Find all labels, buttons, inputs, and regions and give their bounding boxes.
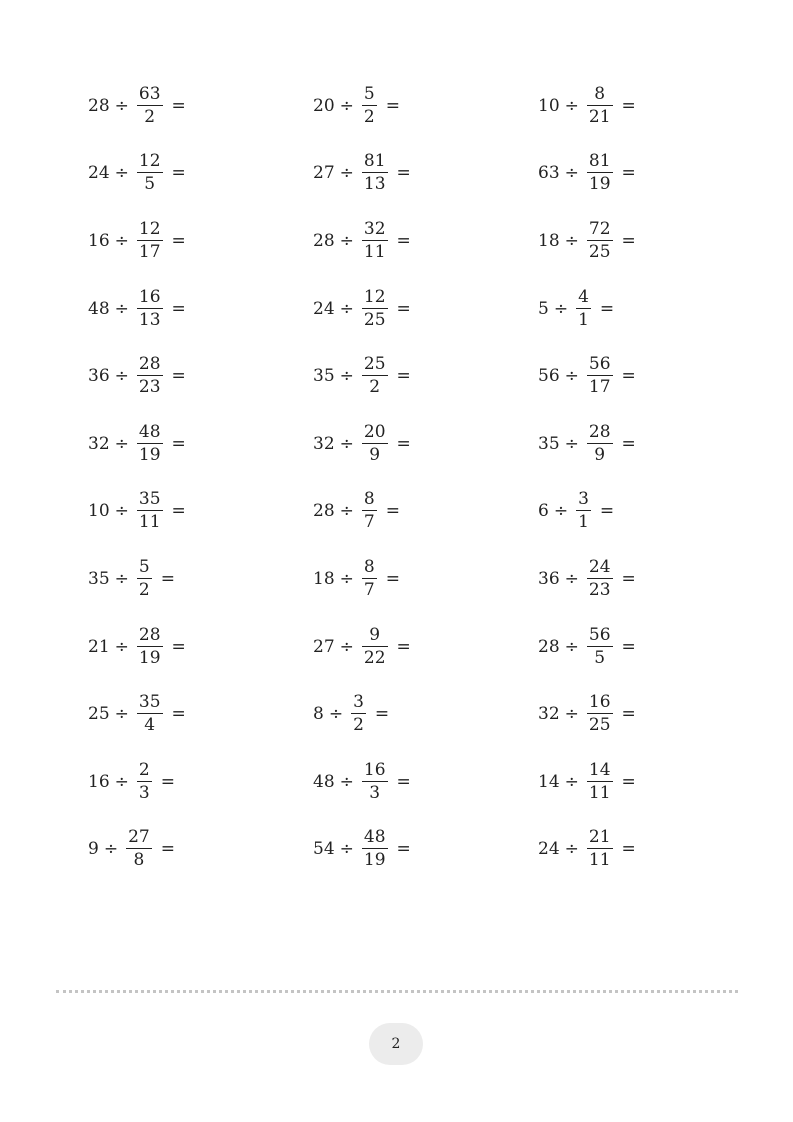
problem-item xyxy=(538,356,648,396)
divide-sign: ÷ xyxy=(114,636,129,657)
equals-sign: = xyxy=(171,704,186,725)
divide-sign: ÷ xyxy=(114,95,129,116)
numerator: 28 xyxy=(138,624,161,645)
problem-item xyxy=(538,218,648,262)
dividend: 63 xyxy=(538,163,560,184)
equals-sign: = xyxy=(396,298,411,319)
dividend: 16 xyxy=(88,771,110,792)
numerator: 21 xyxy=(588,827,611,848)
dividend: 28 xyxy=(313,230,335,251)
numerator: 8 xyxy=(363,489,375,510)
divide-sign: ÷ xyxy=(564,230,579,251)
divide-sign: ÷ xyxy=(339,298,354,319)
numerator: 27 xyxy=(128,827,150,848)
numerator: 81 xyxy=(588,151,611,172)
denominator: 2 xyxy=(363,106,375,127)
divisor-fraction xyxy=(137,491,163,531)
divisor-fraction xyxy=(362,421,388,465)
numerator: 81 xyxy=(363,151,386,172)
divide-sign: ÷ xyxy=(114,704,129,725)
denominator: 4 xyxy=(144,715,156,736)
dividend: 9 xyxy=(88,839,99,860)
problem-item xyxy=(538,153,648,193)
dividend: 18 xyxy=(538,230,560,251)
numerator: 56 xyxy=(588,624,611,645)
dividend: 54 xyxy=(313,839,335,860)
dividend: 27 xyxy=(313,163,335,184)
denominator: 19 xyxy=(363,850,386,871)
numerator: 8 xyxy=(594,83,606,104)
divisor-fraction xyxy=(137,759,152,803)
divisor-fraction xyxy=(587,694,613,734)
divisor-fraction xyxy=(137,153,163,193)
denominator: 23 xyxy=(138,377,161,398)
divisor-fraction xyxy=(362,218,388,262)
numerator: 14 xyxy=(588,759,611,780)
numerator: 12 xyxy=(363,286,386,307)
denominator: 25 xyxy=(363,309,386,330)
equals-sign: = xyxy=(171,230,186,251)
equals-sign: = xyxy=(160,839,175,860)
problem-item xyxy=(88,829,313,869)
divisor-fraction xyxy=(137,421,163,465)
numerator: 35 xyxy=(138,692,161,713)
divide-sign: ÷ xyxy=(339,433,354,454)
problem-item xyxy=(88,624,313,668)
denominator: 19 xyxy=(138,647,161,668)
dividend: 56 xyxy=(538,366,560,387)
problem-item xyxy=(313,153,538,193)
divide-sign: ÷ xyxy=(553,298,569,319)
dividend: 27 xyxy=(313,636,335,657)
divide-sign: ÷ xyxy=(339,636,354,657)
divisor-fraction xyxy=(362,556,377,600)
divide-sign: ÷ xyxy=(564,568,579,589)
equals-sign: = xyxy=(599,501,615,522)
problem-row xyxy=(88,140,648,208)
divide-sign: ÷ xyxy=(114,230,129,251)
numerator: 48 xyxy=(138,421,161,442)
denominator: 17 xyxy=(588,377,611,398)
problem-item xyxy=(538,421,648,465)
equals-sign: = xyxy=(171,366,186,387)
numerator: 5 xyxy=(138,556,150,577)
dividend: 36 xyxy=(88,366,110,387)
equals-sign: = xyxy=(621,230,636,251)
equals-sign: = xyxy=(171,298,186,319)
dividend: 32 xyxy=(538,704,560,725)
divisor-fraction xyxy=(587,829,613,869)
problem-item xyxy=(538,83,648,127)
divisor-fraction xyxy=(587,356,613,396)
divisor-fraction xyxy=(137,624,163,668)
numerator: 48 xyxy=(363,827,386,848)
numerator: 28 xyxy=(588,421,611,442)
divide-sign: ÷ xyxy=(339,839,354,860)
divisor-fraction xyxy=(587,624,613,668)
equals-sign: = xyxy=(385,568,400,589)
denominator: 9 xyxy=(369,444,381,465)
divisor-fraction xyxy=(137,694,163,734)
dividend: 35 xyxy=(538,433,560,454)
denominator: 25 xyxy=(588,715,611,736)
denominator: 22 xyxy=(363,647,386,668)
problem-row xyxy=(88,342,648,410)
denominator: 3 xyxy=(138,782,150,803)
divisor-fraction xyxy=(362,829,388,869)
divisor-fraction xyxy=(137,218,163,262)
denominator: 13 xyxy=(363,174,386,195)
denominator: 2 xyxy=(353,715,364,736)
equals-sign: = xyxy=(374,704,390,725)
divisor-fraction xyxy=(587,218,613,262)
denominator: 19 xyxy=(588,174,611,195)
divide-sign: ÷ xyxy=(564,771,579,792)
numerator: 3 xyxy=(578,489,589,510)
equals-sign: = xyxy=(396,433,411,454)
problem-item xyxy=(88,356,313,396)
divide-sign: ÷ xyxy=(339,230,354,251)
page-number-badge xyxy=(369,1023,423,1065)
divide-sign: ÷ xyxy=(339,771,354,792)
numerator: 5 xyxy=(363,83,375,104)
dividend: 28 xyxy=(313,501,335,522)
divide-sign: ÷ xyxy=(339,501,354,522)
numerator: 25 xyxy=(363,354,386,375)
dividend: 48 xyxy=(313,771,335,792)
numerator: 56 xyxy=(588,354,611,375)
dividend: 18 xyxy=(313,568,335,589)
dividend: 6 xyxy=(538,501,549,522)
dividend: 24 xyxy=(313,298,335,319)
denominator: 13 xyxy=(138,309,161,330)
problem-item xyxy=(88,694,313,734)
numerator: 3 xyxy=(353,692,364,713)
equals-sign: = xyxy=(396,366,411,387)
problem-item xyxy=(88,491,313,531)
equals-sign: = xyxy=(621,704,636,725)
problem-item xyxy=(538,759,648,803)
divisor-fraction xyxy=(576,286,591,330)
denominator: 25 xyxy=(588,241,611,262)
divide-sign: ÷ xyxy=(114,771,129,792)
numerator: 28 xyxy=(138,354,161,375)
problem-item xyxy=(538,624,648,668)
problem-row xyxy=(88,478,648,546)
divide-sign: ÷ xyxy=(114,501,129,522)
divisor-fraction xyxy=(362,624,388,668)
denominator: 7 xyxy=(363,512,375,533)
denominator: 7 xyxy=(363,579,375,600)
divisor-fraction xyxy=(126,829,152,869)
problem-grid xyxy=(88,72,648,883)
divide-sign: ÷ xyxy=(564,163,579,184)
denominator: 5 xyxy=(144,174,156,195)
problem-item xyxy=(313,286,538,330)
numerator: 9 xyxy=(369,624,381,645)
dividend: 35 xyxy=(88,568,110,589)
numerator: 72 xyxy=(588,218,611,239)
problem-item xyxy=(313,624,538,668)
dividend: 28 xyxy=(538,636,560,657)
problem-item xyxy=(538,556,648,600)
problem-item xyxy=(313,829,538,869)
divide-sign: ÷ xyxy=(114,366,129,387)
equals-sign: = xyxy=(396,163,411,184)
numerator: 4 xyxy=(578,286,589,307)
dividend: 35 xyxy=(313,366,335,387)
equals-sign: = xyxy=(621,839,636,860)
denominator: 19 xyxy=(138,444,161,465)
equals-sign: = xyxy=(621,366,636,387)
equals-sign: = xyxy=(171,95,186,116)
problem-row xyxy=(88,545,648,613)
problem-row xyxy=(88,410,648,478)
divide-sign: ÷ xyxy=(339,163,354,184)
numerator: 12 xyxy=(138,218,161,239)
divisor-fraction xyxy=(362,491,377,531)
equals-sign: = xyxy=(160,771,175,792)
problem-row xyxy=(88,748,648,816)
divide-sign: ÷ xyxy=(564,636,579,657)
equals-sign: = xyxy=(621,568,636,589)
divisor-fraction xyxy=(587,556,613,600)
numerator: 24 xyxy=(588,556,611,577)
denominator: 2 xyxy=(138,579,150,600)
denominator: 9 xyxy=(594,444,606,465)
numerator: 12 xyxy=(138,151,161,172)
dividend: 21 xyxy=(88,636,110,657)
divisor-fraction xyxy=(576,491,591,531)
denominator: 17 xyxy=(138,241,161,262)
divide-sign: ÷ xyxy=(114,298,129,319)
problem-item xyxy=(538,829,648,869)
denominator: 3 xyxy=(369,782,381,803)
divide-sign: ÷ xyxy=(339,568,354,589)
numerator: 20 xyxy=(363,421,386,442)
dotted-divider xyxy=(56,990,738,993)
divide-sign: ÷ xyxy=(328,704,344,725)
problem-item xyxy=(313,491,538,531)
dividend: 24 xyxy=(88,163,110,184)
divisor-fraction xyxy=(362,83,377,127)
denominator: 11 xyxy=(588,782,611,803)
divisor-fraction xyxy=(362,356,388,396)
equals-sign: = xyxy=(171,433,186,454)
dividend: 5 xyxy=(538,298,549,319)
problem-row xyxy=(88,613,648,681)
divide-sign: ÷ xyxy=(114,568,129,589)
problem-row xyxy=(88,816,648,884)
dividend: 32 xyxy=(88,433,110,454)
divide-sign: ÷ xyxy=(114,433,129,454)
page-number: 2 xyxy=(391,1036,401,1052)
problem-item xyxy=(88,218,313,262)
equals-sign: = xyxy=(385,95,400,116)
numerator: 16 xyxy=(138,286,161,307)
divisor-fraction xyxy=(351,694,366,734)
problem-item xyxy=(538,694,648,734)
denominator: 2 xyxy=(369,377,381,398)
problem-row xyxy=(88,207,648,275)
dividend: 25 xyxy=(88,704,110,725)
denominator: 11 xyxy=(138,512,161,533)
dividend: 20 xyxy=(313,95,335,116)
denominator: 11 xyxy=(588,850,611,871)
dividend: 8 xyxy=(313,704,324,725)
divide-sign: ÷ xyxy=(564,95,579,116)
equals-sign: = xyxy=(396,771,411,792)
problem-row xyxy=(88,275,648,343)
problem-item xyxy=(88,556,313,600)
dividend: 48 xyxy=(88,298,110,319)
equals-sign: = xyxy=(171,636,186,657)
equals-sign: = xyxy=(396,636,411,657)
problem-item xyxy=(313,759,538,803)
denominator: 11 xyxy=(363,241,386,262)
numerator: 63 xyxy=(138,83,161,104)
dividend: 24 xyxy=(538,839,560,860)
equals-sign: = xyxy=(599,298,615,319)
divisor-fraction xyxy=(587,83,613,127)
divide-sign: ÷ xyxy=(564,704,579,725)
numerator: 2 xyxy=(138,759,150,780)
divide-sign: ÷ xyxy=(339,366,354,387)
divide-sign: ÷ xyxy=(564,839,579,860)
problem-item xyxy=(313,83,538,127)
equals-sign: = xyxy=(396,839,411,860)
numerator: 35 xyxy=(138,489,161,510)
numerator: 32 xyxy=(363,218,386,239)
divisor-fraction xyxy=(362,286,388,330)
dividend: 28 xyxy=(88,95,110,116)
problem-item xyxy=(313,356,538,396)
divisor-fraction xyxy=(137,356,163,396)
equals-sign: = xyxy=(160,568,175,589)
equals-sign: = xyxy=(621,771,636,792)
problem-item xyxy=(538,491,648,531)
divide-sign: ÷ xyxy=(564,433,579,454)
equals-sign: = xyxy=(621,636,636,657)
denominator: 8 xyxy=(133,850,145,871)
problem-item xyxy=(88,286,313,330)
divisor-fraction xyxy=(362,759,388,803)
divisor-fraction xyxy=(137,556,152,600)
equals-sign: = xyxy=(171,501,186,522)
denominator: 5 xyxy=(594,647,606,668)
dividend: 16 xyxy=(88,230,110,251)
divisor-fraction xyxy=(362,153,388,193)
numerator: 16 xyxy=(588,692,611,713)
divide-sign: ÷ xyxy=(553,501,569,522)
dividend: 10 xyxy=(538,95,560,116)
denominator: 1 xyxy=(578,512,589,533)
equals-sign: = xyxy=(396,230,411,251)
divisor-fraction xyxy=(137,83,163,127)
numerator: 8 xyxy=(363,556,375,577)
numerator: 16 xyxy=(363,759,386,780)
divisor-fraction xyxy=(587,759,613,803)
problem-item xyxy=(313,556,538,600)
problem-item xyxy=(88,83,313,127)
problem-item xyxy=(88,153,313,193)
problem-row xyxy=(88,72,648,140)
divisor-fraction xyxy=(587,153,613,193)
equals-sign: = xyxy=(621,95,636,116)
equals-sign: = xyxy=(621,163,636,184)
problem-item xyxy=(313,694,538,734)
dividend: 36 xyxy=(538,568,560,589)
denominator: 21 xyxy=(588,106,611,127)
dividend: 10 xyxy=(88,501,110,522)
problem-item xyxy=(88,759,313,803)
problem-item xyxy=(313,421,538,465)
divisor-fraction xyxy=(137,286,163,330)
divide-sign: ÷ xyxy=(339,95,354,116)
denominator: 1 xyxy=(578,309,589,330)
divisor-fraction xyxy=(587,421,613,465)
problem-item xyxy=(313,218,538,262)
divide-sign: ÷ xyxy=(114,163,129,184)
equals-sign: = xyxy=(385,501,400,522)
denominator: 23 xyxy=(588,579,611,600)
dividend: 14 xyxy=(538,771,560,792)
problem-row xyxy=(88,680,648,748)
divide-sign: ÷ xyxy=(103,839,119,860)
denominator: 2 xyxy=(144,106,156,127)
problem-item xyxy=(88,421,313,465)
equals-sign: = xyxy=(621,433,636,454)
divide-sign: ÷ xyxy=(564,366,579,387)
equals-sign: = xyxy=(171,163,186,184)
problem-item xyxy=(538,286,648,330)
dividend: 32 xyxy=(313,433,335,454)
